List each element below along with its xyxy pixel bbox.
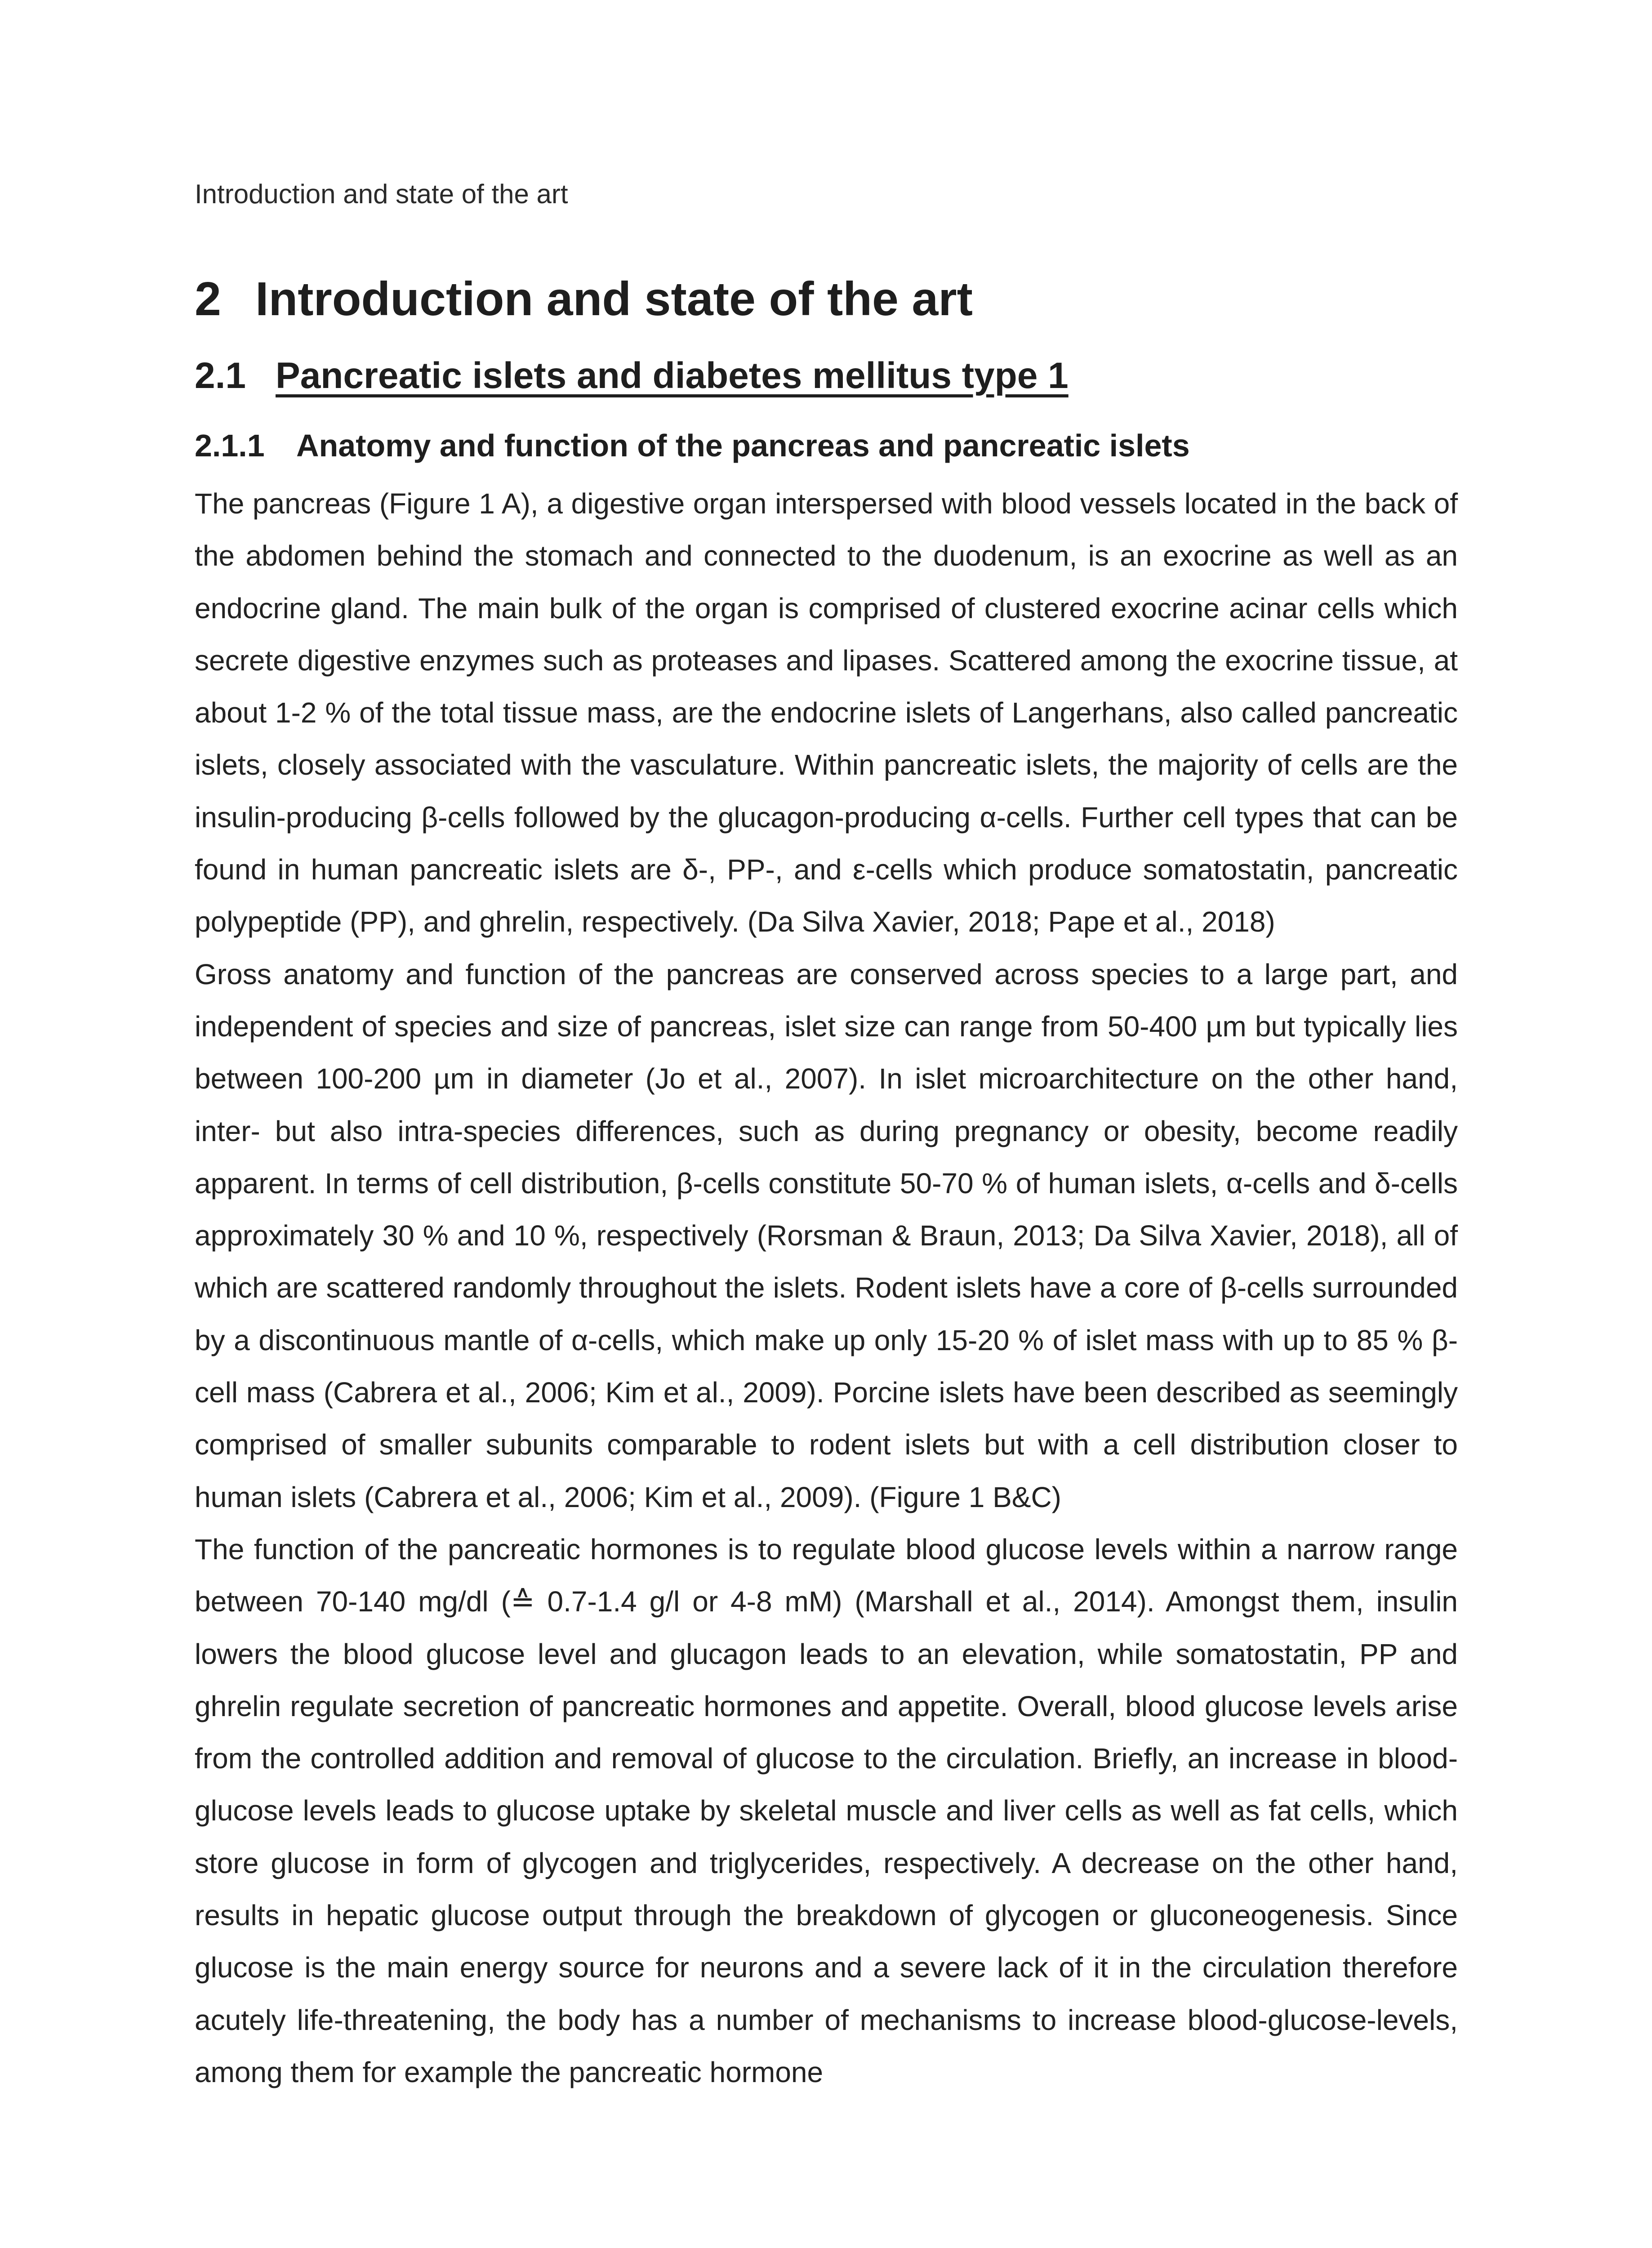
section-number: 2.1 bbox=[195, 355, 246, 396]
section-title: Pancreatic islets and diabetes mellitus type 1 bbox=[276, 355, 1069, 396]
subsection-number: 2.1.1 bbox=[195, 428, 265, 463]
chapter-title: Introduction and state of the art bbox=[255, 272, 973, 326]
paragraph-hormone-function: The function of the pancreatic hormones is to regulate blood glucose levels within a narrow range between 70-140 mg/dl (≙ 0.7-1.4 g/l or 4-8 mM) (Marshall et al., 2014). Amongst them, insulin lowers the blood glucose level and glucagon leads to an elevation, while somatostatin, PP and ghrelin regulate secretion of pancreatic hormones and appetite. Overall, blood glucose levels arise from the controlled addition and removal of glucose to the circulation. Briefly, an increase in blood-glucose levels leads to glucose uptake by skeletal muscle and liver cells as well as fat cells, which store glucose in form of glycogen and triglycerides, respectively. A decrease on the other hand, results in hepatic glucose output through the breakdown of glycogen or gluconeogenesis. Since glucose is the main energy source for neurons and a severe lack of it in the circulation therefore acutely life-threatening, the body has a number of mechanisms to increase blood-glucose-levels, among them for example the pancreatic hormone bbox=[195, 1533, 1458, 2088]
paragraph-pancreas-anatomy: The pancreas (Figure 1 A), a digestive organ interspersed with blood vessels located in the back of the abdomen behind the stomach and connected to the duodenum, is an exocrine as well as an endocrine gland. The main bulk of the organ is comprised of clustered exocrine acinar cells which secrete digestive enzymes such as proteases and lipases. Scattered among the exocrine tissue, at about 1-2 % of the total tissue mass, are the endocrine islets of Langerhans, also called pancreatic islets, closely associated with the vasculature. Within pancreatic islets, the majority of cells are the insulin-producing β-cells followed by the glucagon-producing α-cells. Further cell types that can be found in human pancreatic islets are δ-, PP-, and ε-cells which produce somatostatin, pancreatic polypeptide (PP), and ghrelin, respectively. (Da Silva Xavier, 2018; Pape et al., 2018) bbox=[195, 487, 1458, 938]
running-header: Introduction and state of the art bbox=[195, 179, 568, 209]
section-heading bbox=[195, 353, 1458, 398]
paragraph-islet-species-differences: Gross anatomy and function of the pancreas are conserved across species to a large part, and independent of species and size of pancreas, islet size can range from 50-400 µm but typically lies between 100-200 µm in diameter (Jo et al., 2007). In islet microarchitecture on the other hand, inter- but also intra-species differences, such as during pregnancy or obesity, become readily apparent. In terms of cell distribution, β-cells constitute 50-70 % of human islets, α-cells and δ-cells approximately 30 % and 10 %, respectively (Rorsman & Braun, 2013; Da Silva Xavier, 2018), all of which are scattered randomly throughout the islets. Rodent islets have a core of β-cells surrounded by a discontinuous mantle of α-cells, which make up only 15-20 % of islet mass with up to 85 % β-cell mass (Cabrera et al., 2006; Kim et al., 2009). Porcine islets have been described as seemingly comprised of smaller subunits comparable to rodent islets but with a cell distribution closer to human islets (Cabrera et al., 2006; Kim et al., 2009). (Figure 1 B&C) bbox=[195, 958, 1458, 1513]
body-text bbox=[195, 477, 1458, 2098]
subsection-heading bbox=[195, 425, 1458, 466]
subsection-title: Anatomy and function of the pancreas and pancreatic islets bbox=[296, 428, 1190, 463]
chapter-heading bbox=[195, 270, 1458, 328]
chapter-number: 2 bbox=[195, 272, 221, 326]
